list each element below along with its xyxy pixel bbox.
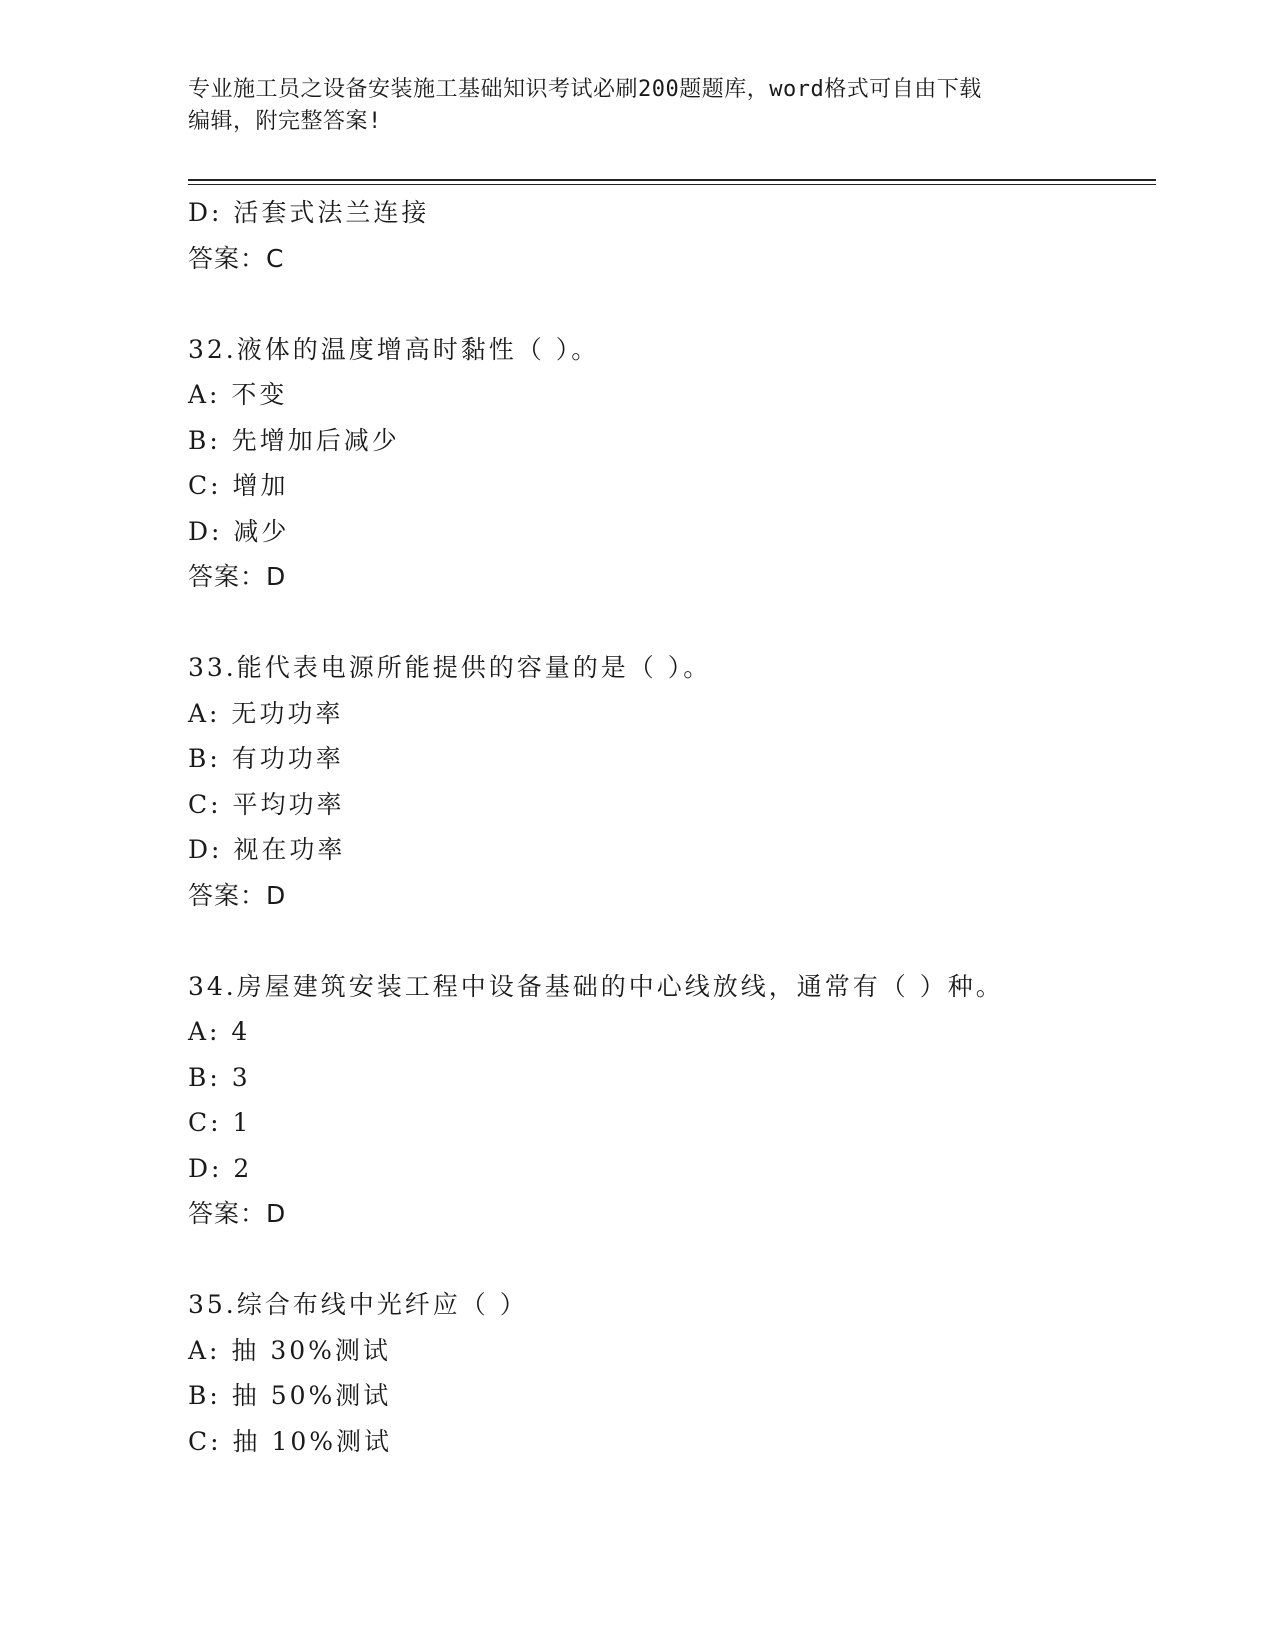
header-divider-thin — [188, 184, 1156, 185]
option-b: B: 抽 50%测试 — [188, 1381, 392, 1410]
option-b: B: 3 — [188, 1062, 251, 1092]
option-c: C: 抽 10%测试 — [188, 1426, 393, 1456]
answer-line: 答案：D — [188, 1199, 287, 1228]
document-header — [188, 74, 1088, 138]
option-d: D: 减少 — [188, 516, 290, 546]
question-stem: 34.房屋建筑安装工程中设备基础的中心线放线，通常有（ ）种。 — [188, 971, 1004, 1001]
option-b: B: 有功功率 — [188, 744, 344, 773]
option-c: C: 增加 — [188, 471, 289, 500]
answer-line: 答案：D — [188, 880, 287, 910]
question-33 — [188, 645, 1148, 918]
option-b: B: 先增加后减少 — [188, 425, 400, 455]
spacer — [188, 281, 1148, 327]
spacer — [188, 1237, 1148, 1283]
option-a: A: 4 — [188, 1017, 251, 1046]
option-d: D: 2 — [188, 1153, 253, 1183]
spacer — [188, 918, 1148, 964]
header-title-line-1: 专业施工员之设备安装施工基础知识考试必刷200题题库，word格式可自由下载 — [188, 77, 982, 102]
option-d: D: 视在功率 — [188, 835, 346, 864]
option-c: C: 1 — [188, 1108, 252, 1137]
header-divider-thick — [188, 179, 1156, 181]
answer-line: 答案：C — [188, 243, 285, 273]
spacer — [188, 600, 1148, 646]
option-d: D: 活套式法兰连接 — [188, 198, 430, 227]
answer-line: 答案：D — [188, 562, 287, 591]
option-a: A: 不变 — [188, 380, 288, 409]
option-a: A: 无功功率 — [188, 698, 344, 728]
question-list — [188, 190, 1148, 1464]
question-stem: 35.综合布线中光纤应（ ） — [188, 1290, 528, 1319]
option-c: C: 平均功率 — [188, 789, 345, 819]
question-stem: 32.液体的温度增高时黏性（ ）。 — [188, 334, 600, 364]
question-35 — [188, 1282, 1148, 1464]
question-34 — [188, 964, 1148, 1237]
question-stem: 33.能代表电源所能提供的容量的是（ ）。 — [188, 653, 712, 682]
option-a: A: 抽 30%测试 — [188, 1335, 391, 1365]
header-title-line-2: 编辑，附完整答案! — [188, 109, 382, 134]
question-32 — [188, 327, 1148, 600]
